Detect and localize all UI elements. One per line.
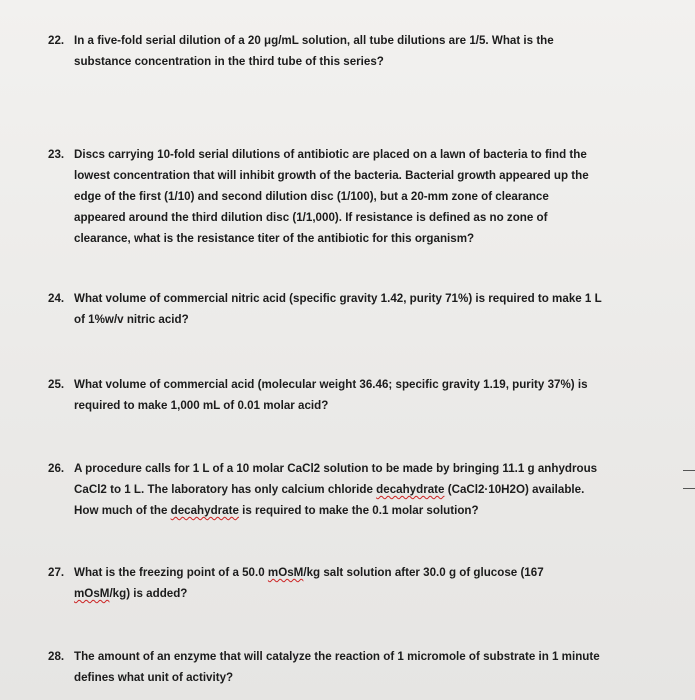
- question-line: How much of the decahydrate is required to make the 0.1 molar solution?: [74, 504, 479, 517]
- question-line: defines what unit of activity?: [74, 671, 234, 684]
- question-27: [48, 562, 676, 604]
- question-25: [48, 374, 676, 416]
- question-number: 22.: [48, 34, 65, 47]
- question-line: required to make 1,000 mL of 0.01 molar acid?: [74, 399, 329, 412]
- question-line: edge of the first (1/10) and second dilution disc (1/100), but a 20-mm zone of clearance: [74, 190, 549, 203]
- question-line: appeared around the third dilution disc (1/1,000). If resistance is defined as no zone of: [74, 211, 548, 224]
- question-line: What volume of commercial acid (molecular weight 36.46; specific gravity 1.19, purity 37%) is: [74, 378, 588, 391]
- question-number: 23.: [48, 148, 65, 161]
- question-number: 27.: [48, 566, 65, 579]
- question-number: 28.: [48, 650, 65, 663]
- question-number: 26.: [48, 462, 65, 475]
- question-line: mOsM/kg) is added?: [74, 587, 188, 600]
- page-edge-mark: [683, 488, 695, 489]
- question-line: Discs carrying 10-fold serial dilutions of antibiotic are placed on a lawn of bacteria to find the: [74, 148, 587, 161]
- question-line: What is the freezing point of a 50.0 mOsM/kg salt solution after 30.0 g of glucose (167: [74, 566, 544, 579]
- question-line: A procedure calls for 1 L of a 10 molar CaCl2 solution to be made by bringing 11.1 g anhydrous: [74, 462, 598, 475]
- question-line: clearance, what is the resistance titer of the antibiotic for this organism?: [74, 232, 475, 245]
- flagged-word: decahydrate: [170, 504, 239, 517]
- question-line: What volume of commercial nitric acid (specific gravity 1.42, purity 71%) is required to make 1 L: [74, 292, 602, 305]
- question-line: of 1%w/v nitric acid?: [74, 313, 189, 326]
- flagged-word: mOsM: [74, 587, 110, 600]
- page-edge-mark: [683, 470, 695, 471]
- question-23: [48, 144, 676, 249]
- question-line: substance concentration in the third tube of this series?: [74, 55, 384, 68]
- flagged-word: decahydrate: [376, 483, 445, 496]
- question-28: [48, 646, 676, 688]
- question-number: 24.: [48, 292, 65, 305]
- question-line: The amount of an enzyme that will catalyze the reaction of 1 micromole of substrate in 1 minute: [74, 650, 600, 663]
- question-line: lowest concentration that will inhibit growth of the bacteria. Bacterial growth appeared up the: [74, 169, 589, 182]
- question-line: In a five-fold serial dilution of a 20 μg/mL solution, all tube dilutions are 1/5. What is the: [74, 34, 554, 47]
- question-number: 25.: [48, 378, 65, 391]
- flagged-word: mOsM: [267, 566, 304, 579]
- question-22: [48, 30, 676, 72]
- question-line: CaCl2 to 1 L. The laboratory has only calcium chloride decahydrate (CaCl2·10H2O) available.: [74, 483, 585, 496]
- question-26: [48, 458, 676, 521]
- question-24: [48, 288, 676, 330]
